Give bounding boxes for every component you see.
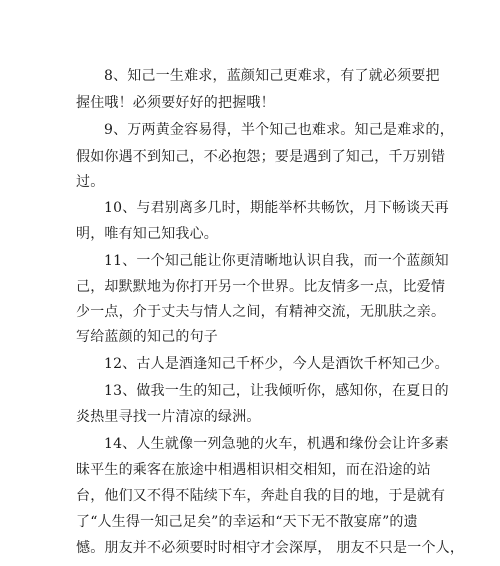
text-line: 12、古人是酒逢知己千杯少，今人是酒饮千杯知己少。 — [104, 356, 449, 372]
text-line: 己，却默默地为你打开另一个世界。比友情多一点，比爱情 — [76, 279, 446, 295]
text-line: 11、一个知己能让你更清晰地认识自我，而一个蓝颜知 — [104, 253, 449, 269]
text-line: 了“人生得一知己足矣”的幸运和“天下无不散宴席”的遗 — [76, 514, 418, 530]
text-line: 握住哦！必须要好好的把握哦！ — [76, 95, 275, 111]
text-line: 13、做我一生的知己，让我倾听你，感知你，在夏日的 — [104, 383, 449, 399]
text-line: 炎热里寻找一片清凉的绿洲。 — [76, 409, 261, 425]
text-line: 9、万两黄金容易得，半个知己也难求。知己是难求的， — [104, 122, 454, 138]
text-line: 明，唯有知己知我心。 — [76, 226, 218, 242]
text-line: 10、与君别离多几时，期能举杯共畅饮，月下畅谈天再 — [104, 200, 449, 216]
text-line: 写给蓝颜的知己的句子 — [76, 329, 218, 345]
text-line: 14、人生就像一列急驰的火车，机遇和缘份会让许多素 — [104, 436, 449, 452]
text-line: 憾。朋友并不必须要时时相守才会深厚， 朋友不只是一个人， — [76, 540, 465, 556]
text-line: 台，他们又不得不陆续下车，奔赴自我的目的地，于是就有 — [76, 488, 446, 504]
text-line: 昧平生的乘客在旅途中相遇相识相交相知，而在沿途的站 — [76, 462, 431, 478]
text-line: 过。 — [76, 174, 105, 190]
text-line: 假如你遇不到知己，不必抱怨；要是遇到了知己，千万别错 — [76, 149, 446, 165]
text-line: 少一点，介于丈夫与情人之间，有精神交流，无肌肤之亲。 — [76, 304, 446, 320]
text-line: 8、知己一生难求，蓝颜知己更难求，有了就必须要把 — [104, 68, 440, 84]
